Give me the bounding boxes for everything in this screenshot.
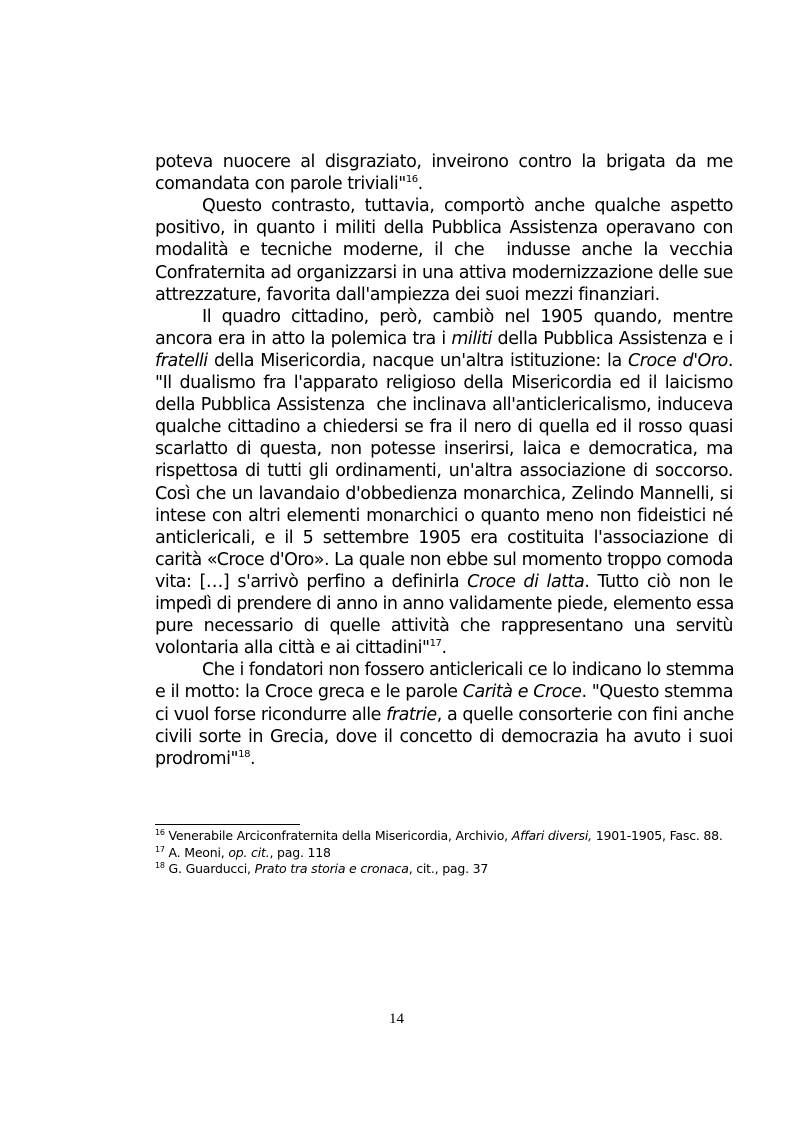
italic-text: fratrie xyxy=(386,704,437,725)
text-run: Così che un lavandaio d'obbedienza monarchica, Zelindo Mannelli, si xyxy=(155,483,733,504)
text-run: . "Questo stemma xyxy=(581,682,734,703)
text-line xyxy=(155,704,733,726)
text-line xyxy=(202,659,733,681)
text-run: vita: […] s'arrivò perfino a definirla xyxy=(155,571,468,592)
text-run: modalità e tecniche moderne, il che indusse anche la vecchia xyxy=(155,240,733,261)
text-run: positivo, in quanto i militi della Pubblica Assistenza operavano con xyxy=(155,218,733,239)
text-run: . xyxy=(727,350,734,371)
text-run: volontaria alla città e ai cittadini" xyxy=(155,638,430,659)
footnote-ref: 16 xyxy=(155,828,165,837)
footnote-ref: 17 xyxy=(155,844,165,854)
text-line xyxy=(155,483,733,505)
footnote-ref: 16 xyxy=(405,174,418,186)
text-line xyxy=(202,195,733,217)
text-line xyxy=(155,460,733,482)
text-run: della Pubblica Assistenza e i xyxy=(491,328,733,349)
text-run: civili sorte in Grecia, dove il concetto di democrazia ha avuto i suoi xyxy=(155,726,733,747)
text-line xyxy=(155,438,733,460)
text-run: Venerabile Arciconfraternita della Misericordia, Archivio, xyxy=(164,828,512,843)
text-run: intese con altri elementi monarchici o quanto meno non fideistici né xyxy=(155,505,733,526)
text-line xyxy=(155,726,733,748)
text-line xyxy=(155,151,733,173)
footnote-ref: 18 xyxy=(238,748,250,760)
text-line xyxy=(155,328,733,350)
text-line xyxy=(155,571,733,593)
page-number: 14 xyxy=(389,1011,404,1027)
text-run: , pag. 118 xyxy=(269,844,331,860)
text-line xyxy=(155,239,733,261)
footnote xyxy=(155,828,723,844)
text-run: G. Guarducci, xyxy=(164,861,255,876)
text-line xyxy=(155,394,733,416)
text-run: Il quadro cittadino, però, cambiò nel 1905 quando, mentre xyxy=(202,306,733,327)
text-run: pure necessario di quelle attività che rappresentano una servitù xyxy=(155,616,733,637)
italic-text: op. cit. xyxy=(228,844,270,860)
text-run: , cit., pag. 37 xyxy=(408,861,489,876)
text-run: . xyxy=(441,638,447,659)
text-run: "Il dualismo fra l'apparato religioso della Misericordia ed il laicismo xyxy=(155,373,733,393)
italic-text: Affari diversi, xyxy=(511,828,592,843)
text-run: attrezzature, favorita dall'ampiezza dei suoi mezzi finanziari. xyxy=(155,284,660,305)
footnote xyxy=(155,845,331,861)
text-run: qualche cittadino a chiedersi se fra il nero di quella ed il rosso quasi xyxy=(155,417,733,438)
text-run: Che i fondatori non fossero anticlericali ce lo indicano lo stemma xyxy=(202,660,735,681)
text-line xyxy=(155,748,733,770)
italic-text: Croce di latta xyxy=(467,571,585,592)
text-run: . xyxy=(250,748,256,769)
text-run: Confraternita ad organizzarsi in una attiva modernizzazione delle sue xyxy=(155,262,733,283)
text-run: . Tutto ciò non le xyxy=(584,571,733,592)
text-run: anticlericali, e il 5 settembre 1905 era costituita l'associazione di xyxy=(155,527,733,548)
italic-text: Carità e Croce xyxy=(462,682,582,703)
text-line xyxy=(155,549,733,571)
text-line xyxy=(155,637,733,659)
text-line xyxy=(155,527,733,549)
text-line xyxy=(155,416,733,438)
text-run: prodromi" xyxy=(155,748,239,769)
text-run: carità «Croce d'Oro». La quale non ebbe sul momento troppo comoda xyxy=(155,549,733,570)
text-line xyxy=(155,262,733,284)
footnote-separator xyxy=(155,824,300,825)
italic-text: Prato tra storia e cronaca xyxy=(254,861,409,876)
text-run: scarlatto di questa, non potesse inserirsi, laica e democratica, ma xyxy=(155,439,733,460)
text-line xyxy=(155,284,733,306)
text-run: A. Meoni, xyxy=(164,844,229,860)
text-run: ci vuol forse ricondurre alle xyxy=(155,704,387,725)
text-run: della Pubblica Assistenza che inclinava all'anticlericalismo, induceva xyxy=(155,395,733,416)
text-line xyxy=(155,372,733,394)
italic-text: fratelli xyxy=(155,350,208,371)
text-run: poteva nuocere al disgraziato, inveirono contro la brigata da me xyxy=(155,152,733,172)
text-line xyxy=(155,173,733,195)
footnote-ref: 17 xyxy=(429,638,442,650)
text-line xyxy=(155,615,733,637)
text-run: , a quelle consorterie con fini anche xyxy=(436,704,734,725)
text-run: della Misericordia, nacque un'altra istituzione: la xyxy=(207,350,629,371)
text-line xyxy=(202,306,733,328)
italic-text: Croce d'Oro xyxy=(628,350,728,371)
text-line xyxy=(155,593,733,615)
text-line xyxy=(155,681,733,703)
text-run: ancora era in atto la polemica tra i xyxy=(155,328,452,349)
text-line xyxy=(155,505,733,527)
text-run: rispettosa di tutti gli ordinamenti, un'altra associazione di soccorso. xyxy=(155,461,733,482)
text-run: comandata con parole triviali" xyxy=(155,174,406,195)
text-line xyxy=(155,350,733,372)
text-line xyxy=(155,217,733,239)
text-run: Questo contrasto, tuttavia, comportò anche qualche aspetto xyxy=(202,196,733,217)
text-run: impedì di prendere di anno in anno validamente piede, elemento essa xyxy=(155,594,734,614)
text-run: 1901-1905, Fasc. 88. xyxy=(591,828,723,843)
footnote-ref: 18 xyxy=(155,861,165,870)
footnote xyxy=(155,861,488,877)
text-run: . xyxy=(417,174,423,195)
italic-text: militi xyxy=(451,328,492,349)
text-run: e il motto: la Croce greca e le parole xyxy=(155,682,463,703)
